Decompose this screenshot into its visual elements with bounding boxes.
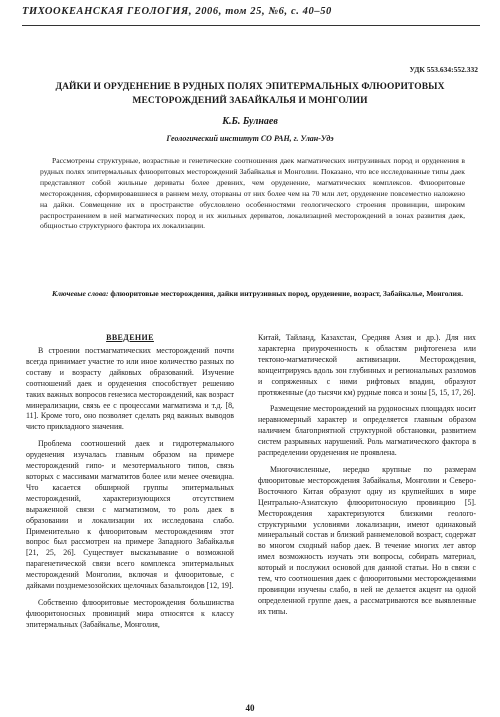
author-affiliation: Геологический институт СО РАН, г. Улан-Удэ (166, 134, 334, 143)
journal-running-header: ТИХООКЕАНСКАЯ ГЕОЛОГИЯ, 2006, том 25, №6, с. 40–50 (22, 6, 332, 17)
right-paragraph: Размещение месторождений на рудоносных площадях носит неравномерный характер и определяется главным образом наличием благоприятной структурной обстановки, развитием систем разрывных нарушений. Роль магматического фактора в распределении оруденения не проявлена. (258, 404, 476, 458)
left-paragraph: Собственно флюоритовые месторождения большинства флюоритоносных провинций мира относятся к классу эпитермальных (Забайкалье, Монголия, (26, 597, 234, 629)
left-paragraph: В строении постмагматических месторождений почти всегда принимает участие то или иное количество разных по составу и возрасту дайковых образований. Изучение соотношений даек и оруденения способствует решению таких важных вопросов генезиса месторождений, как возраст минерализации, связь ее с процессами магматизма и т.д. [8, 11]. Кроме того, оно позволяет сделать ряд важных выводов чисто прикладного значения. (26, 346, 234, 432)
right-paragraph: Китай, Тайланд, Казахстан, Средняя Азия и др.). Для них характерна приуроченность к областям рифтогенеза или тектоно-магматической активизации. Месторождения, концентрируясь вдоль зон глубинных и региональных разломов и сопряженных с ними рифтовых впадин, образуют протяженные (до тысячи км) рудные пояса и зоны [5, 15, 17, 26]. (258, 333, 476, 397)
keywords-text: флюоритовые месторождения, дайки интрузивных пород, оруденение, возраст, Забайкалье, Монголия. (110, 289, 464, 298)
right-column (258, 333, 476, 618)
article-title: ДАЙКИ И ОРУДЕНЕНИЕ В РУДНЫХ ПОЛЯХ ЭПИТЕРМАЛЬНЫХ ФЛЮОРИТОВЫХ МЕСТОРОЖДЕНИЙ ЗАБАЙКАЛЬЯ И МОНГОЛИИ (55, 82, 445, 106)
udc-code: УДК 553.634:552.332 (409, 65, 478, 74)
header-rule (22, 25, 480, 26)
left-paragraph: Проблема соотношений даек и гидротермального оруденения изучалась главным образом на примере месторождений гипо- и мезотермального типов, связь которых с массивами магматитов более или менее очевидна. Что касается обширной группы эпитермальных месторождений, характеризующихся отсутствием выраженной связи с магматизмом, то роль даек в образовании и локализации их исследована слабо. Применительно к флюоритовым месторождениям этот вопрос был рассмотрен на примере Западного Забайкалья [21, 25, 26]. Существует высказывание о возможной парагенетической связи всего комплекса эпитермальных месторождений Монголии, включая и флюоритовые, с дайками позднемезозойских щелочных базальтоидов [12, 19]. (26, 439, 234, 591)
page-number: 40 (245, 703, 255, 713)
right-paragraph: Многочисленные, нередко крупные по размерам флюоритовые месторождения Забайкалья, Монголии и Северо-Восточного Китая образуют одну из крупнейших в мире Центрально-Азиатскую флюоритоносную провинцию [5]. Месторождения характеризуются близкими геолого-структурными условиями локализации, имеют одинаковый минеральный состав и близкий раннемеловой возраст, содержат во многом сходный набор даек. В течение многих лет автор имел возможность изучать эти вопросы, собирать материал, который и послужил основой для данной статьи. Но в связи с тем, что соотношения даек с флюоритовыми месторождениями провинции изучены слабо, в ней не делается акцент на одной определенной группе даек, а рассматриваются все выявленные их типы. (258, 464, 476, 616)
left-column (26, 346, 234, 631)
abstract: Рассмотрены структурные, возрастные и генетические соотношения даек магматических интрузивных пород и оруденения в рудных полях эпитермальных флюоритовых месторождений Забайкалья и Монголии. Показано, что все исследованные типы даек представляют собой жильные дериваты более древних, чем оруденение, магматических комплексов. Флюоритовые месторождения, сформировавшиеся в раннем мелу, оторваны от них более чем на 70 млн лет, оруденение повсеместно наложено на дайки. Совмещение их в пространстве обусловлено особенностями геологического строения провинции, широким распространением в ней магматических пород и их жильных дериватов, локализацией месторождений в зонах развития даек, общностью структурного фактора их локализации. (40, 156, 465, 231)
keywords-label: Ключевые слова: (52, 289, 109, 298)
keywords (40, 289, 465, 300)
section-heading-introduction: ВВЕДЕНИЕ (106, 333, 154, 342)
article-author: К.Б. Булнаев (222, 116, 278, 127)
